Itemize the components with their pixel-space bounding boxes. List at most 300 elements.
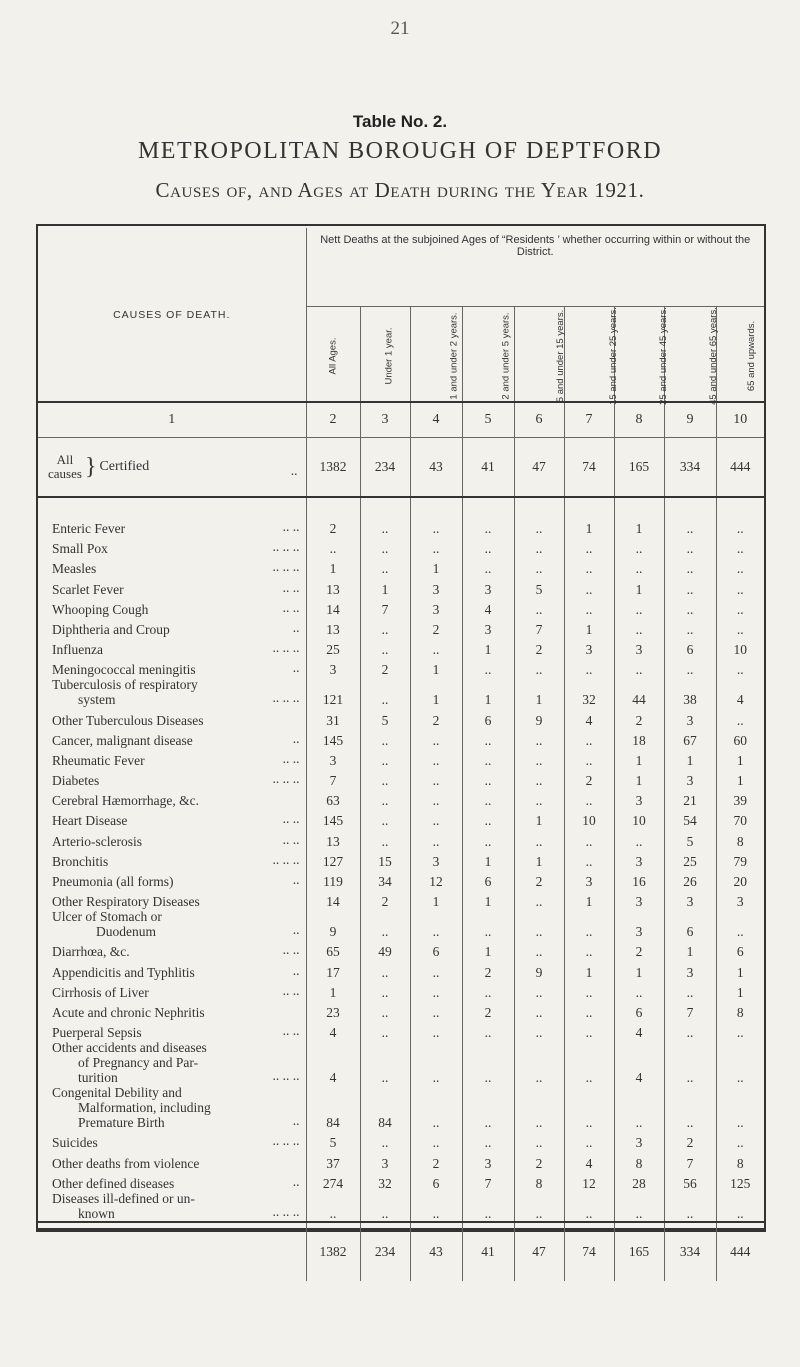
death-count: .. xyxy=(410,808,462,828)
death-count: .. xyxy=(716,576,764,596)
death-count: 4 xyxy=(716,677,764,707)
column-number: 8 xyxy=(614,402,664,438)
table-row xyxy=(38,637,764,657)
death-count: 7 xyxy=(306,768,360,788)
death-count: .. xyxy=(664,556,716,576)
cause-cell xyxy=(38,728,306,748)
death-count: .. xyxy=(614,980,664,1000)
death-count: 2 xyxy=(410,1150,462,1170)
death-count: .. xyxy=(462,788,514,808)
totals-label-cell xyxy=(38,1222,306,1281)
cause-cell xyxy=(38,1040,306,1085)
total-value: 74 xyxy=(564,1222,614,1281)
death-count: .. xyxy=(514,1040,564,1085)
death-count: 1 xyxy=(564,889,614,909)
death-count: .. xyxy=(614,617,664,637)
death-count: .. xyxy=(360,768,410,788)
death-count: .. xyxy=(462,1130,514,1150)
death-count: .. xyxy=(360,617,410,637)
death-count: 8 xyxy=(716,828,764,848)
table-row xyxy=(38,597,764,617)
leader-dots: .. .. xyxy=(282,811,300,827)
cause-cell xyxy=(38,959,306,979)
leader-dots: .. .. .. xyxy=(272,539,300,555)
death-count: 54 xyxy=(664,808,716,828)
death-count: .. xyxy=(664,497,716,536)
cause-text: Duodenum xyxy=(96,924,156,940)
death-count: .. xyxy=(716,1130,764,1150)
cause-text: Whooping Cough xyxy=(52,601,149,617)
age-header-text: 65 and upwards. xyxy=(745,320,757,392)
death-count: 2 xyxy=(514,869,564,889)
leader-dots: .. .. xyxy=(282,1023,300,1039)
certified-value: 74 xyxy=(564,438,614,498)
death-count: .. xyxy=(360,728,410,748)
age-column-header xyxy=(716,307,764,403)
death-count: 67 xyxy=(664,728,716,748)
death-count: .. xyxy=(462,980,514,1000)
death-count: 13 xyxy=(306,617,360,637)
death-count: 1 xyxy=(564,497,614,536)
age-header-text: 2 and under 5 years. xyxy=(500,312,512,400)
table-row xyxy=(38,768,764,788)
death-count: 44 xyxy=(614,677,664,707)
death-count: 1 xyxy=(462,889,514,909)
leader-dots: .. .. xyxy=(282,982,300,998)
cause-cell xyxy=(38,939,306,959)
death-count: .. xyxy=(564,828,614,848)
cause-cell xyxy=(38,657,306,677)
death-count: .. xyxy=(514,1085,564,1130)
cause-cell xyxy=(38,788,306,808)
death-count: 1 xyxy=(664,748,716,768)
death-count: .. xyxy=(306,536,360,556)
death-count: .. xyxy=(664,536,716,556)
nett-deaths-header: Nett Deaths at the subjoined Ages of “Residents ’ whether occurring within or without the District. xyxy=(306,228,764,307)
death-count: 6 xyxy=(410,939,462,959)
death-count: 5 xyxy=(514,576,564,596)
death-count: 3 xyxy=(410,849,462,869)
leader-dots: .. .. xyxy=(282,831,300,847)
death-count: 8 xyxy=(716,1000,764,1020)
death-count: .. xyxy=(716,909,764,939)
death-count: 7 xyxy=(462,1171,514,1191)
death-count: 121 xyxy=(306,677,360,707)
death-count: 28 xyxy=(614,1171,664,1191)
death-count: 2 xyxy=(514,637,564,657)
document-title: METROPOLITAN BOROUGH OF DEPTFORD xyxy=(137,138,663,164)
death-count: 84 xyxy=(306,1085,360,1130)
death-count: .. xyxy=(360,637,410,657)
death-count: .. xyxy=(664,617,716,637)
table-row xyxy=(38,869,764,889)
death-count: 1 xyxy=(410,556,462,576)
certified-value: 1382 xyxy=(306,438,360,498)
age-header-text: 45 and under 65 years. xyxy=(707,307,719,405)
death-count: 7 xyxy=(360,597,410,617)
table-row xyxy=(38,1171,764,1191)
death-count: 2 xyxy=(360,657,410,677)
death-count: 3 xyxy=(360,1150,410,1170)
death-count: .. xyxy=(614,828,664,848)
cause-cell xyxy=(38,768,306,788)
death-count: 65 xyxy=(306,939,360,959)
death-count: .. xyxy=(564,728,614,748)
death-count: 25 xyxy=(664,849,716,869)
cause-text: Suicides xyxy=(52,1135,98,1151)
cause-cell xyxy=(38,1000,306,1020)
column-number: 7 xyxy=(564,402,614,438)
death-count: .. xyxy=(664,1085,716,1130)
death-count: .. xyxy=(410,980,462,1000)
leader-dots: .. xyxy=(292,872,300,887)
death-count: .. xyxy=(514,1191,564,1222)
age-header-text: Under 1 year. xyxy=(383,327,395,385)
death-count: 6 xyxy=(462,869,514,889)
cause-cell xyxy=(38,556,306,576)
table-row xyxy=(38,1000,764,1020)
death-count: .. xyxy=(410,536,462,556)
death-count: 15 xyxy=(360,849,410,869)
leader-dots: .. xyxy=(292,1173,300,1189)
column-number: 5 xyxy=(462,402,514,438)
death-count: 2 xyxy=(410,617,462,637)
death-count: 5 xyxy=(360,707,410,727)
death-count: 9 xyxy=(514,707,564,727)
death-count: 1 xyxy=(614,497,664,536)
death-count: 3 xyxy=(614,637,664,657)
table-row xyxy=(38,939,764,959)
certified-value: 47 xyxy=(514,438,564,498)
death-count: 1 xyxy=(514,849,564,869)
death-count: 1 xyxy=(462,939,514,959)
death-count: 1 xyxy=(514,677,564,707)
death-count: 3 xyxy=(664,707,716,727)
death-count: .. xyxy=(514,657,564,677)
certified-value: 234 xyxy=(360,438,410,498)
death-count: .. xyxy=(564,1040,614,1085)
death-count: 60 xyxy=(716,728,764,748)
cause-text: Premature Birth xyxy=(78,1115,165,1131)
death-count: .. xyxy=(360,1000,410,1020)
death-count: .. xyxy=(514,497,564,536)
age-column-header xyxy=(514,307,564,403)
death-count: 12 xyxy=(564,1171,614,1191)
death-count: 1 xyxy=(564,617,614,637)
death-count: .. xyxy=(564,1130,614,1150)
leader-dots: .. .. .. xyxy=(272,640,300,656)
table-row xyxy=(38,828,764,848)
cause-text: Arterio-sclerosis xyxy=(52,833,142,849)
death-count: 13 xyxy=(306,576,360,596)
death-count: .. xyxy=(360,1130,410,1150)
table-row xyxy=(38,1040,764,1085)
age-column-header xyxy=(306,307,360,403)
total-value: 1382 xyxy=(306,1222,360,1281)
leader-dots: .. .. .. xyxy=(272,1133,300,1149)
death-count: .. xyxy=(564,1020,614,1040)
death-count: 4 xyxy=(306,1040,360,1085)
death-count: .. xyxy=(462,1085,514,1130)
death-count: 3 xyxy=(614,889,664,909)
death-count: 37 xyxy=(306,1150,360,1170)
leader-dots: .. xyxy=(292,730,300,746)
age-column-header xyxy=(410,307,462,403)
death-count: 31 xyxy=(306,707,360,727)
death-count: .. xyxy=(664,1191,716,1222)
table-row xyxy=(38,849,764,869)
leader-dots: .. xyxy=(292,922,300,938)
death-count: .. xyxy=(360,808,410,828)
death-count: .. xyxy=(462,1191,514,1222)
column-number: 9 xyxy=(664,402,716,438)
death-count: .. xyxy=(514,1000,564,1020)
death-count: 4 xyxy=(462,597,514,617)
death-count: .. xyxy=(614,556,664,576)
age-column-header xyxy=(614,307,669,405)
death-count: 2 xyxy=(410,707,462,727)
death-count: .. xyxy=(360,1020,410,1040)
death-count: .. xyxy=(360,748,410,768)
death-count: 1 xyxy=(360,576,410,596)
death-count: .. xyxy=(360,497,410,536)
death-count: .. xyxy=(360,536,410,556)
death-count: 49 xyxy=(360,939,410,959)
death-count: 3 xyxy=(716,889,764,909)
causes-column-header: CAUSES OF DEATH. xyxy=(113,308,231,321)
death-count: .. xyxy=(716,617,764,637)
death-count: 10 xyxy=(614,808,664,828)
total-value: 41 xyxy=(462,1222,514,1281)
table-row xyxy=(38,707,764,727)
death-count: .. xyxy=(410,1085,462,1130)
death-count: 8 xyxy=(514,1171,564,1191)
death-count: .. xyxy=(462,828,514,848)
leader-dots: .. .. xyxy=(282,579,300,595)
death-count: .. xyxy=(514,768,564,788)
table-label: Table No. 2. xyxy=(352,112,448,131)
death-count: .. xyxy=(462,1040,514,1085)
death-count: .. xyxy=(462,808,514,828)
document-subtitle: Causes of, and Ages at Death during the Year 1921. xyxy=(155,178,645,202)
death-count: 4 xyxy=(614,1020,664,1040)
death-count: 1 xyxy=(716,959,764,979)
death-count: 25 xyxy=(306,637,360,657)
death-count: .. xyxy=(564,939,614,959)
cause-cell xyxy=(38,1085,306,1130)
cause-text: known xyxy=(78,1205,115,1221)
death-count: 1 xyxy=(614,959,664,979)
death-count: .. xyxy=(716,1040,764,1085)
death-count: 6 xyxy=(410,1171,462,1191)
death-count: 3 xyxy=(306,748,360,768)
death-count: 1 xyxy=(462,677,514,707)
cause-text: Acute and chronic Nephritis xyxy=(52,1004,205,1020)
death-count: 16 xyxy=(614,869,664,889)
table-row xyxy=(38,808,764,828)
table-row xyxy=(38,1130,764,1150)
column-number: 6 xyxy=(514,402,564,438)
all-label: All xyxy=(56,452,74,467)
cause-text: Influenza xyxy=(52,642,103,658)
death-count: 7 xyxy=(664,1000,716,1020)
death-count: 1 xyxy=(462,637,514,657)
death-count: 8 xyxy=(614,1150,664,1170)
death-count: 2 xyxy=(462,959,514,979)
death-count: 2 xyxy=(664,1130,716,1150)
death-count: 26 xyxy=(664,869,716,889)
death-count: 56 xyxy=(664,1171,716,1191)
death-count: 3 xyxy=(614,909,664,939)
death-count: .. xyxy=(410,1130,462,1150)
cause-cell xyxy=(38,1150,306,1170)
leader-dots: .. xyxy=(292,660,300,676)
death-count: .. xyxy=(716,1085,764,1130)
table-row xyxy=(38,617,764,637)
death-count: .. xyxy=(716,1191,764,1222)
death-count: .. xyxy=(410,1191,462,1222)
cause-cell xyxy=(38,597,306,617)
death-count: .. xyxy=(716,1020,764,1040)
cause-text: Appendicitis and Typhlitis xyxy=(52,964,195,980)
cause-text: Scarlet Fever xyxy=(52,581,124,597)
cause-text: turition xyxy=(78,1070,118,1086)
table-row xyxy=(38,1191,764,1222)
death-count: 1 xyxy=(410,657,462,677)
death-count: .. xyxy=(360,959,410,979)
death-count: 2 xyxy=(514,1150,564,1170)
death-count: .. xyxy=(664,657,716,677)
total-value: 444 xyxy=(716,1222,764,1281)
death-count: 3 xyxy=(410,597,462,617)
death-count: 17 xyxy=(306,959,360,979)
column-number: 3 xyxy=(360,402,410,438)
death-count: .. xyxy=(664,980,716,1000)
age-column-header xyxy=(664,307,719,405)
death-count: 2 xyxy=(462,1000,514,1020)
death-count: 14 xyxy=(306,597,360,617)
cause-text: Diphtheria and Croup xyxy=(52,621,170,637)
death-count: 14 xyxy=(306,889,360,909)
table-row xyxy=(38,788,764,808)
cause-text: Measles xyxy=(52,561,97,577)
death-count: .. xyxy=(360,788,410,808)
death-count: .. xyxy=(410,637,462,657)
death-count: 6 xyxy=(462,707,514,727)
cause-text: Meningococcal meningitis xyxy=(52,662,196,678)
death-count: 3 xyxy=(664,889,716,909)
death-count: 39 xyxy=(716,788,764,808)
cause-cell xyxy=(38,1130,306,1150)
death-count: .. xyxy=(564,536,614,556)
death-count: .. xyxy=(462,556,514,576)
death-count: 1 xyxy=(462,849,514,869)
death-count: 1 xyxy=(614,768,664,788)
death-count: 1 xyxy=(716,768,764,788)
leader-dots: .. xyxy=(292,1113,300,1129)
death-count: .. xyxy=(564,597,614,617)
certified-value: 334 xyxy=(664,438,716,498)
death-count: .. xyxy=(410,728,462,748)
cause-cell xyxy=(38,1020,306,1040)
cause-text: Cerebral Hæmorrhage, &c. xyxy=(52,793,199,809)
cause-cell xyxy=(38,980,306,1000)
column-number: 4 xyxy=(410,402,462,438)
death-count: 3 xyxy=(462,576,514,596)
death-count: .. xyxy=(564,788,614,808)
cause-text: Diseases ill-defined or un- xyxy=(52,1190,195,1206)
leader-dots: .. xyxy=(292,962,300,978)
death-count: 10 xyxy=(564,808,614,828)
table-row xyxy=(38,909,764,939)
death-count: 6 xyxy=(664,909,716,939)
column-number: 10 xyxy=(716,402,764,438)
cause-text: Cancer, malignant disease xyxy=(52,732,193,748)
table-row xyxy=(38,959,764,979)
column-number: 2 xyxy=(306,402,360,438)
leader-dots: .. .. .. xyxy=(272,559,300,575)
total-value: 334 xyxy=(664,1222,716,1281)
table-row xyxy=(38,748,764,768)
death-count: 20 xyxy=(716,869,764,889)
death-count: .. xyxy=(514,980,564,1000)
age-header-text: 15 and under 25 years. xyxy=(607,307,619,405)
death-count: 34 xyxy=(360,869,410,889)
cause-cell xyxy=(38,1171,306,1191)
death-count: 10 xyxy=(716,637,764,657)
cause-cell xyxy=(38,707,306,727)
cause-text: Puerperal Sepsis xyxy=(52,1025,142,1041)
death-count: 63 xyxy=(306,788,360,808)
death-count: .. xyxy=(564,1000,614,1020)
death-count: 9 xyxy=(306,909,360,939)
death-count: .. xyxy=(514,728,564,748)
leader-dots: .. .. xyxy=(282,942,300,958)
death-count: .. xyxy=(664,597,716,617)
cause-text: Pneumonia (all forms) xyxy=(52,874,174,889)
death-count: 32 xyxy=(360,1171,410,1191)
table-row xyxy=(38,980,764,1000)
death-count: .. xyxy=(564,909,614,939)
death-count: 1 xyxy=(716,980,764,1000)
death-count: .. xyxy=(514,597,564,617)
death-count: 6 xyxy=(716,939,764,959)
cause-text: Cirrhosis of Liver xyxy=(52,984,149,1000)
death-count: .. xyxy=(614,536,664,556)
death-count: .. xyxy=(716,707,764,727)
cause-cell xyxy=(38,1191,306,1222)
death-count: 1 xyxy=(716,748,764,768)
cause-text: Rheumatic Fever xyxy=(52,752,145,768)
death-count: 274 xyxy=(306,1171,360,1191)
death-count: .. xyxy=(360,909,410,939)
death-count: 1 xyxy=(410,677,462,707)
age-column-header xyxy=(564,307,619,405)
total-value: 234 xyxy=(360,1222,410,1281)
death-count: .. xyxy=(614,1085,664,1130)
cause-text: Tuberculosis of respiratory xyxy=(52,677,198,693)
death-count: .. xyxy=(410,748,462,768)
cause-cell xyxy=(38,889,306,909)
certified-label-cell: All causes } Certified .. xyxy=(38,438,306,498)
cause-cell xyxy=(38,909,306,939)
death-count: .. xyxy=(514,828,564,848)
cause-cell xyxy=(38,828,306,848)
death-count: 3 xyxy=(462,1150,514,1170)
death-count: .. xyxy=(360,1040,410,1085)
death-count: 4 xyxy=(614,1040,664,1085)
death-count: .. xyxy=(514,556,564,576)
